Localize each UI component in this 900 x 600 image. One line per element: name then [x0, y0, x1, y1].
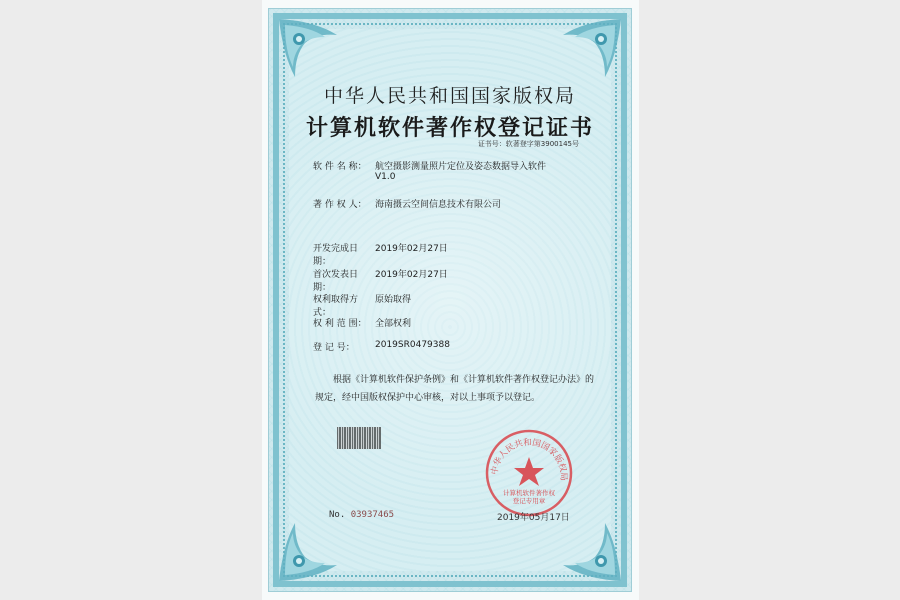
seal-line-2: 登记专用章 [512, 497, 546, 505]
certificate-title: 计算机软件著作权登记证书 [305, 115, 594, 141]
field-copyright-owner [313, 197, 501, 210]
corner-ornament-top-right [559, 15, 625, 81]
field-completion-date [313, 241, 448, 267]
legal-statement-line: 根据《计算机软件保护条例》和《计算机软件著作权登记办法》的 [333, 375, 595, 385]
certificate-number: 证书号：软著登字第3900145号 [477, 140, 579, 148]
field-value-version: V1.0 [375, 172, 396, 182]
field-value: 航空摄影测量照片定位及姿态数据导入软件 [375, 162, 547, 172]
seal-line-1: 计算机软件著作权 [503, 489, 555, 497]
serial-number: 03937465 [350, 510, 395, 520]
field-value: 2019SR0479388 [375, 340, 450, 350]
field-software-name [313, 159, 546, 182]
corner-ornament-top-left [275, 15, 341, 81]
issue-date: 2019年05月17日 [497, 513, 570, 523]
field-value: 全部权利 [375, 319, 412, 329]
field-acquisition-method [313, 292, 411, 318]
field-value: 海南摄云空间信息技术有限公司 [375, 200, 502, 210]
field-publish-date [313, 267, 448, 293]
field-label: 软 件 名 称： [313, 162, 367, 172]
official-seal [483, 427, 575, 519]
field-registration-number [313, 340, 450, 353]
issuing-authority: 中华人民共和国国家版权局 [323, 85, 576, 107]
field-label: 权 利 范 围： [313, 319, 367, 329]
legal-statement-line: 规定，经中国版权保护中心审核，对以上事项予以登记。 [315, 393, 541, 403]
legal-statement [315, 371, 605, 407]
barcode [337, 427, 381, 449]
field-label: 登 记 号： [313, 343, 355, 353]
corner-ornament-bottom-right [559, 519, 625, 585]
serial-prefix: No. [329, 510, 346, 520]
field-label: 著 作 权 人： [313, 200, 367, 210]
copyright-certificate [268, 8, 632, 592]
corner-ornament-bottom-left [275, 519, 341, 585]
field-value: 2019年02月27日 [375, 244, 448, 254]
field-value: 原始取得 [375, 295, 412, 305]
field-value: 2019年02月27日 [375, 270, 448, 280]
field-label: 首次发表日期： [313, 270, 359, 293]
seal-ring-text: 中华人民共和国国家版权局 [489, 437, 569, 481]
field-rights-scope [313, 316, 411, 329]
certificate-serial [329, 510, 394, 520]
field-label: 权利取得方式： [313, 295, 359, 318]
field-label: 开发完成日期： [313, 244, 359, 267]
